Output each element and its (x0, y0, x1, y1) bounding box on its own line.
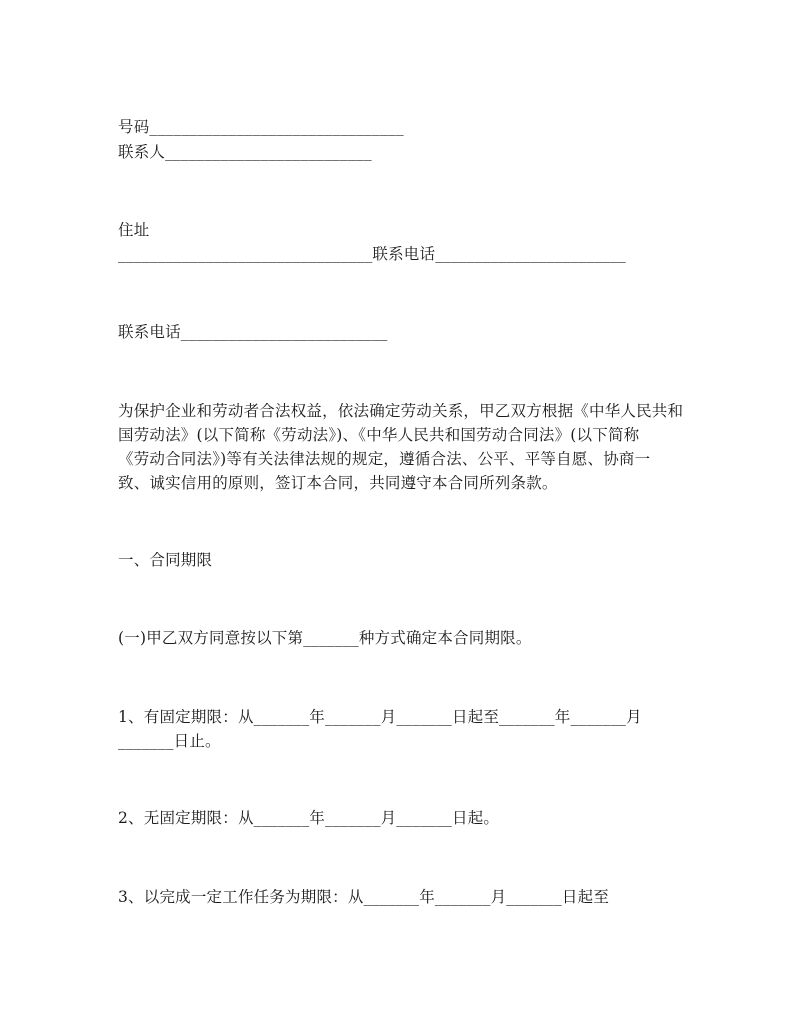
address-label: 住址 (118, 221, 150, 239)
clause-term-method: (一)甲乙双方同意按以下第_______种方式确定本合同期限。 (118, 629, 532, 647)
contact-person-field-line: 联系人__________________________ (118, 143, 372, 161)
address-phone-field-line: ________________________________联系电话________________________ (118, 245, 627, 263)
item-open-ended-term: 2、无固定期限：从_______年_______月_______日起。 (118, 809, 500, 827)
item-fixed-term-line-2: _______日止。 (118, 732, 221, 750)
section-heading-contract-term: 一、合同期限 (118, 551, 213, 569)
item-task-based-term: 3、以完成一定工作任务为期限：从_______年_______月_______日起至 (118, 888, 610, 906)
intro-paragraph-line-1: 为保护企业和劳动者合法权益，依法确定劳动关系，甲乙双方根据《中华人民共和 (118, 402, 684, 420)
intro-paragraph-line-4: 致、诚实信用的原则，签订本合同，共同遵守本合同所列条款。 (118, 474, 558, 492)
intro-paragraph-line-3: 《劳动合同法》)等有关法律法规的规定，遵循合法、公平、平等自愿、协商一 (118, 450, 651, 468)
item-fixed-term-line-1: 1、有固定期限：从_______年_______月_______日起至_______年_______月 (118, 708, 642, 726)
intro-paragraph-line-2: 国劳动法》(以下简称《劳动法》)、《中华人民共和国劳动合同法》(以下简称 (118, 426, 640, 444)
phone-field-line: 联系电话__________________________ (118, 323, 388, 341)
number-field-line: 号码________________________________ (118, 118, 404, 136)
